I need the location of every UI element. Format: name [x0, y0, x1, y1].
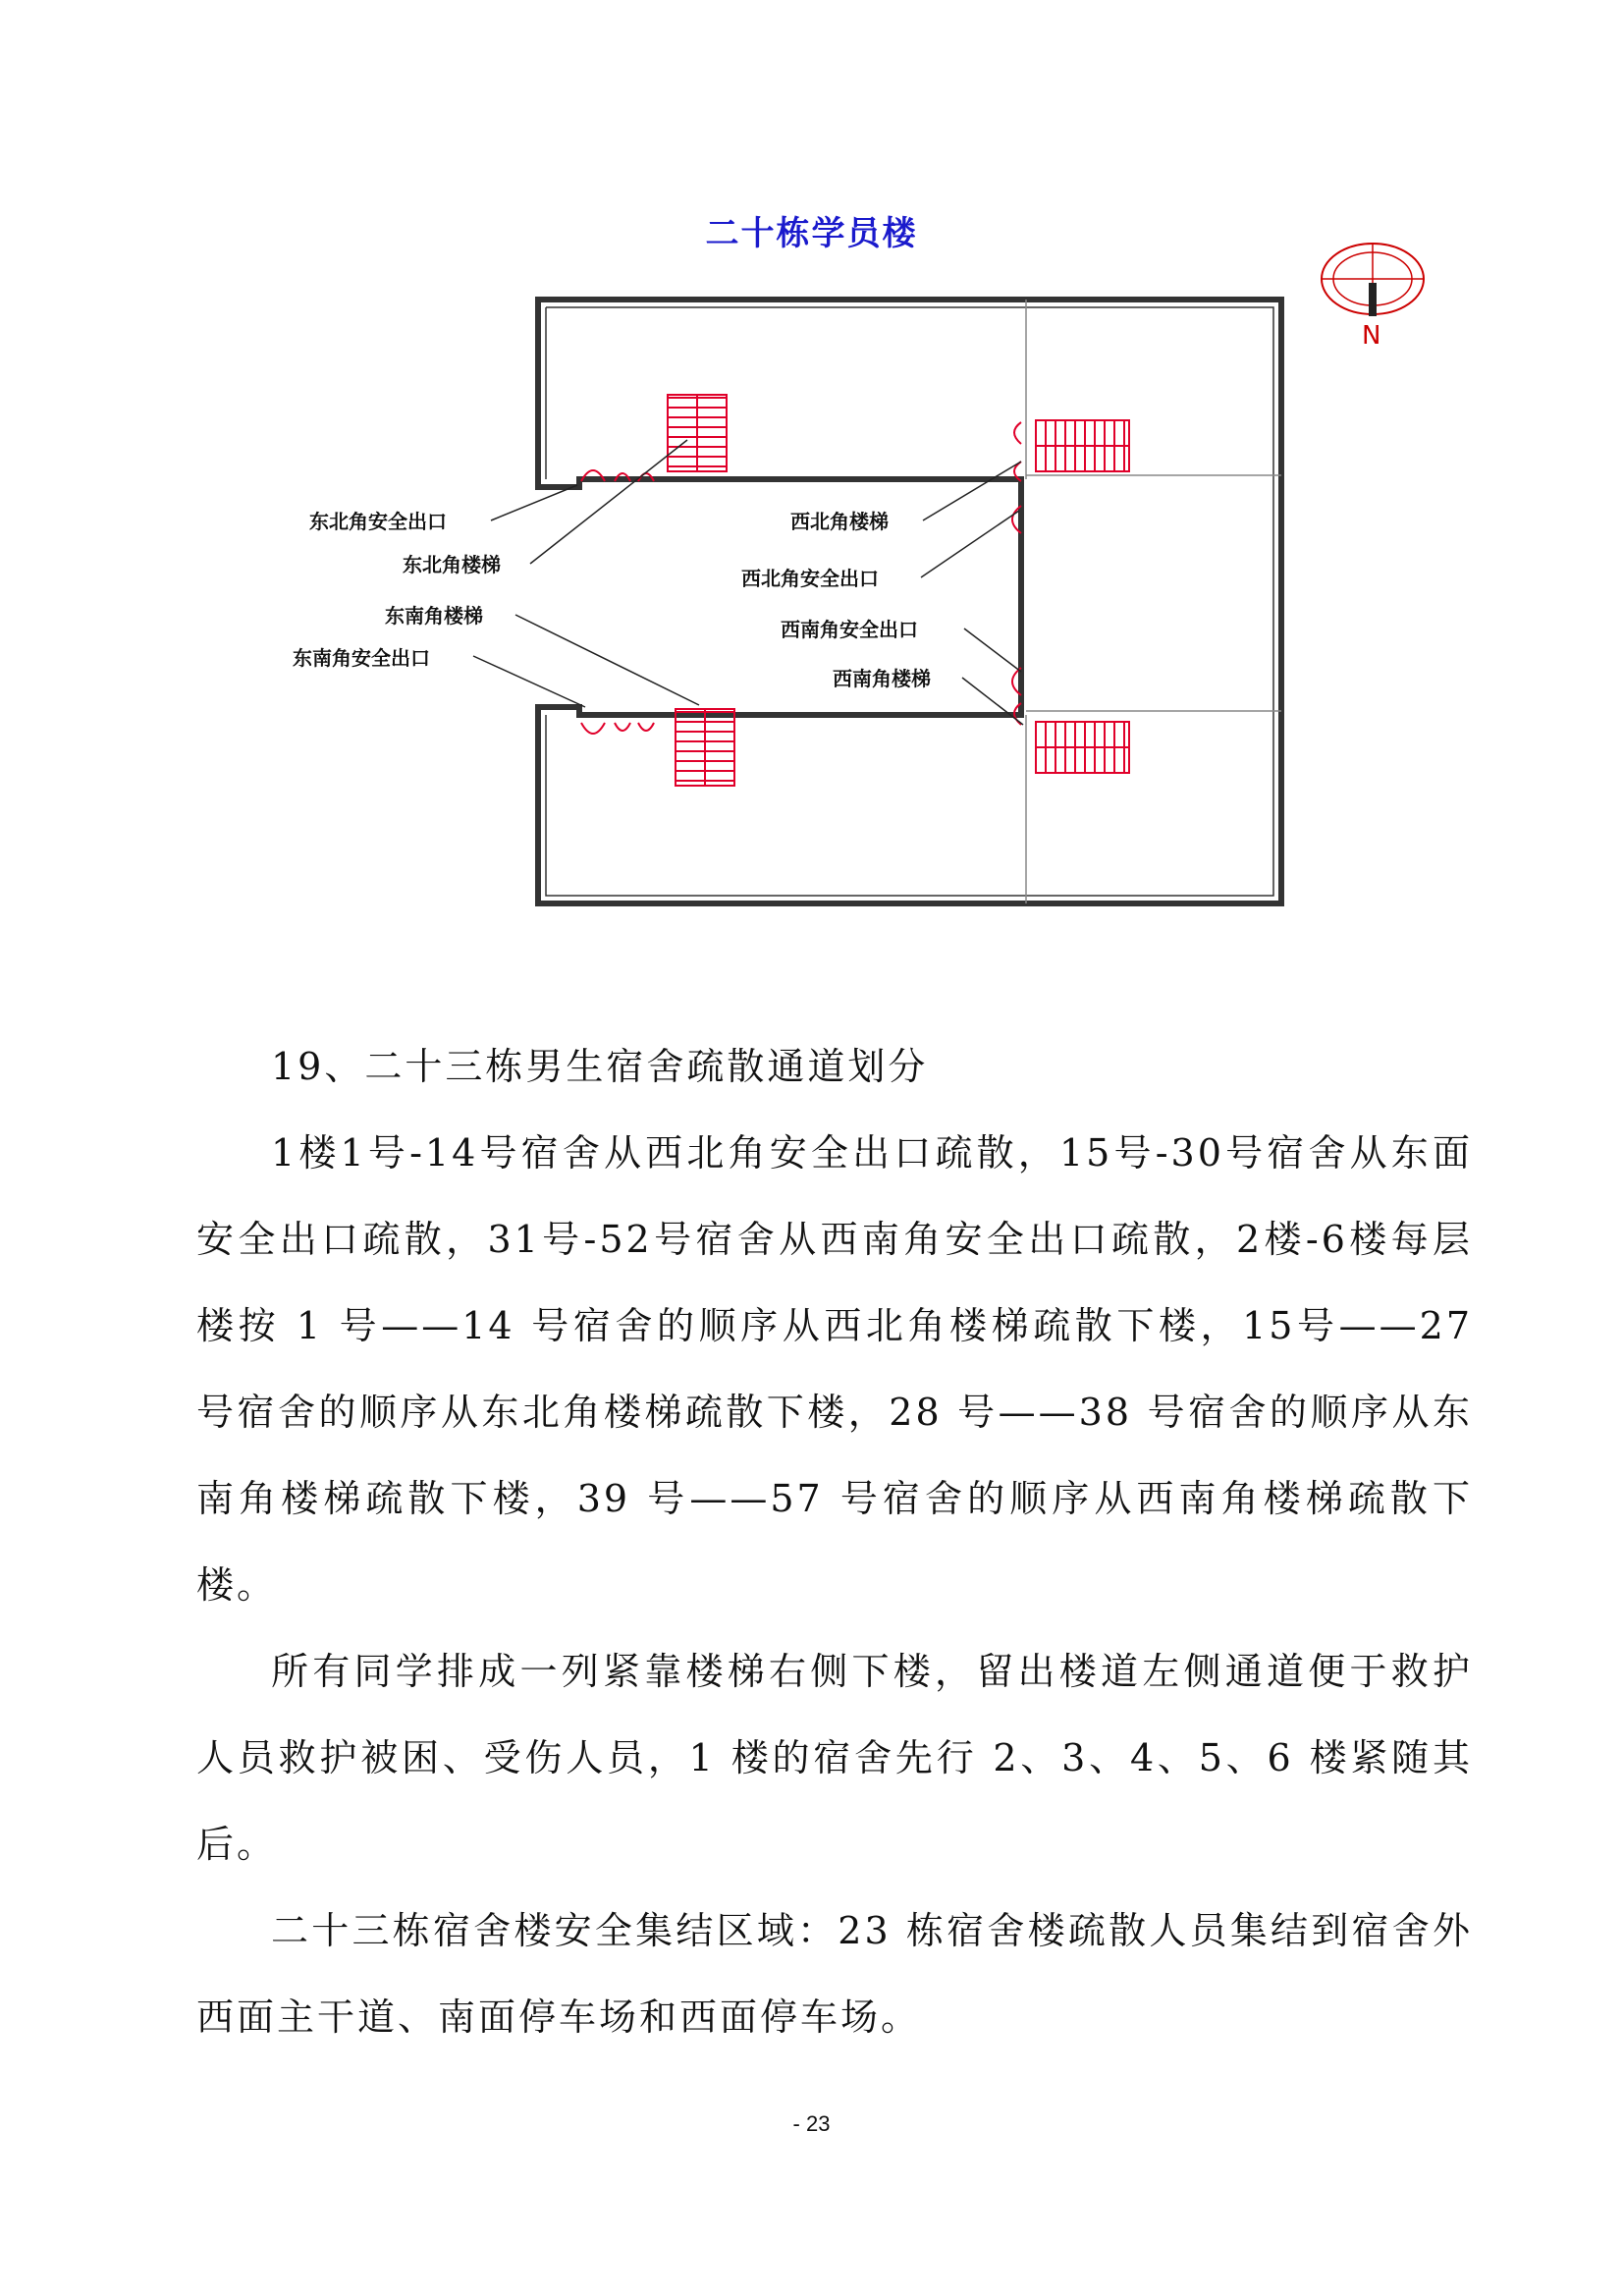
- compass-icon: [1322, 244, 1424, 351]
- paragraph-3: 二十三栋宿舍楼安全集结区域：23 栋宿舍楼疏散人员集结到宿舍外西面主干道、南面停车场和西面停车场。: [196, 1909, 1473, 2039]
- section-heading: 19、二十三栋男生宿舍疏散通道划分: [271, 1045, 929, 1088]
- label-ne-stair: 东北角楼梯: [403, 553, 501, 576]
- figure-title: 二十栋学员楼: [705, 214, 918, 253]
- floor-plan: [0, 0, 1623, 943]
- building-walls: [538, 300, 1281, 903]
- ne-stair-icon: [581, 395, 727, 481]
- label-sw-exit: 西南角安全出口: [781, 618, 918, 641]
- nw-stair-icon: [1012, 420, 1129, 533]
- paragraph-1: 1楼1号-14号宿舍从西北角安全出口疏散，15号-30号宿舍从东面安全出口疏散，31号-52号宿舍从西南角安全出口疏散，2楼-6楼每层楼按 1 号——14 号宿舍的顺序从西北角楼梯疏散下楼，15号——27 号宿舍的顺序从东北角楼梯疏散下楼，28 号——38 号宿舍的顺序从东南角楼梯疏散下楼，39 号——57 号宿舍的顺序从西南角楼梯疏散下楼。: [196, 1131, 1473, 1607]
- paragraph-2: 所有同学排成一列紧靠楼梯右侧下楼，留出楼道左侧通道便于救护人员救护被困、受伤人员，1 楼的宿舍先行 2、3、4、5、6 楼紧随其后。: [196, 1650, 1473, 1866]
- compass-letter: N: [1362, 321, 1381, 351]
- label-se-exit: 东南角安全出口: [293, 646, 430, 670]
- body-text: [196, 1023, 1473, 2060]
- label-nw-stair: 西北角楼梯: [790, 510, 889, 533]
- sw-stair-icon: [1012, 668, 1129, 773]
- page-number: - 23: [792, 2111, 831, 2136]
- label-ne-exit: 东北角安全出口: [309, 510, 447, 533]
- se-stair-icon: [581, 709, 734, 786]
- label-nw-exit: 西北角安全出口: [741, 567, 879, 590]
- label-se-stair: 东南角楼梯: [385, 604, 483, 628]
- label-sw-stair: 西南角楼梯: [833, 667, 931, 690]
